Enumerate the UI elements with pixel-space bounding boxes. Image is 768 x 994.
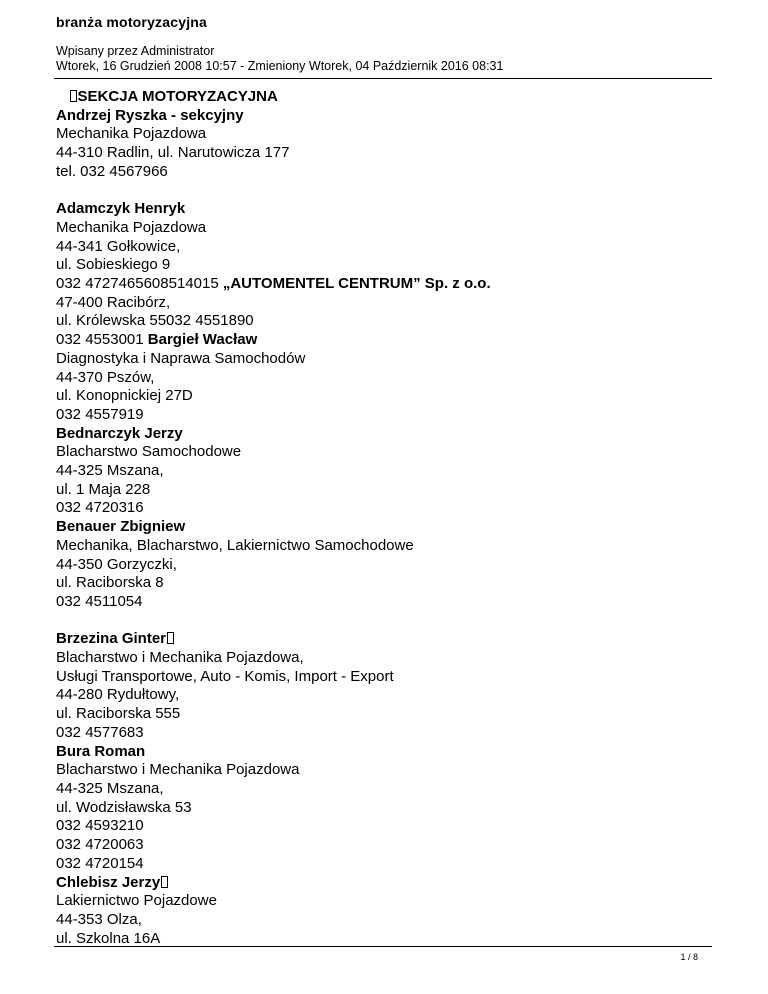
contact-line: Blacharstwo i Mechanika Pojazdowa (56, 761, 300, 779)
contact-name: Bura Roman (56, 742, 146, 760)
contact-name: Chlebisz Jerzy (56, 873, 161, 891)
page-title: branża motoryzacyjna (56, 14, 208, 30)
page-number: 1 / 8 (680, 952, 698, 962)
contact-name: Adamczyk Henryk (56, 200, 186, 218)
contact-line: 032 4511054 (56, 592, 143, 610)
footer-divider (54, 946, 712, 947)
contact-line: Mechanika Pojazdowa (56, 125, 207, 143)
contact-line: 032 4557919 (56, 405, 144, 423)
contact-name: Brzezina Ginter (56, 630, 167, 648)
date-line: Wtorek, 16 Grudzień 2008 10:57 - Zmieniony Wtorek, 04 Październik 2016 08:31 (56, 59, 504, 73)
section-heading: SEKCJA MOTORYZACYJNA (56, 88, 716, 107)
contact-line: 44-280 Rydułtowy, (56, 686, 180, 704)
missing-glyph-icon (167, 632, 174, 644)
contact-line: 44-341 Gołkowice, (56, 237, 181, 255)
contact-line: 032 4577683 (56, 723, 144, 741)
contact-line: 032 4727465608514015 „AUTOMENTEL CENTRUM” Sp. z o.o. (56, 275, 491, 293)
contact-line: 032 4720063 (56, 836, 144, 854)
contact-name: Benauer Zbigniew (56, 518, 186, 536)
header-divider (54, 78, 712, 79)
missing-glyph-icon (70, 90, 77, 102)
contact-line: ul. Wodzisławska 53 (56, 798, 192, 816)
contact-line: 032 4720316 (56, 499, 144, 517)
contact-line: 44-325 Mszana, (56, 779, 164, 797)
contact-line: Blacharstwo Samochodowe (56, 443, 242, 461)
contact-line: 44-325 Mszana, (56, 462, 164, 480)
contact-line: Mechanika Pojazdowa (56, 218, 207, 236)
contact-line: 032 4720154 (56, 854, 144, 872)
contact-line: ul. Raciborska 8 (56, 574, 164, 592)
contact-line: 44-353 Olza, (56, 910, 142, 928)
contact-name: Andrzej Ryszka - sekcyjny (56, 106, 244, 124)
contact-line: tel. 032 4567966 (56, 162, 168, 180)
article-meta (56, 44, 503, 74)
document-body (56, 88, 716, 948)
contact-name: Bednarczyk Jerzy (56, 424, 183, 442)
contact-line: 44-350 Gorzyczki, (56, 555, 177, 573)
contact-line: ul. Konopnickiej 27D (56, 387, 193, 405)
contact-line: Usługi Transportowe, Auto - Komis, Import - Export (56, 667, 394, 685)
contact-line: Lakiernictwo Pojazdowe (56, 892, 217, 910)
contact-line: Diagnostyka i Naprawa Samochodów (56, 349, 306, 367)
contact-line: 44-370 Pszów, (56, 368, 155, 386)
contact-name: Bargieł Wacław (147, 331, 258, 349)
contact-line: ul. 1 Maja 228 (56, 480, 151, 498)
author-line: Wpisany przez Administrator (56, 44, 215, 58)
missing-glyph-icon (161, 876, 168, 888)
contact-line: Mechanika, Blacharstwo, Lakiernictwo Samochodowe (56, 536, 414, 554)
contact-line: 032 4593210 (56, 817, 144, 835)
contact-line: ul. Szkolna 16A (56, 929, 161, 947)
contact-line: Blacharstwo i Mechanika Pojazdowa, (56, 649, 304, 667)
contact-line: ul. Królewska 55032 4551890 (56, 312, 254, 330)
contact-name: „AUTOMENTEL CENTRUM” Sp. z o.o. (222, 275, 491, 293)
contact-line: 47-400 Racibórz, (56, 293, 171, 311)
contact-line: 032 4553001 Bargieł Wacław (56, 331, 258, 349)
contact-line: 44-310 Radlin, ul. Narutowicza 177 (56, 144, 290, 162)
contact-line: ul. Raciborska 555 (56, 705, 181, 723)
contact-line: ul. Sobieskiego 9 (56, 256, 171, 274)
